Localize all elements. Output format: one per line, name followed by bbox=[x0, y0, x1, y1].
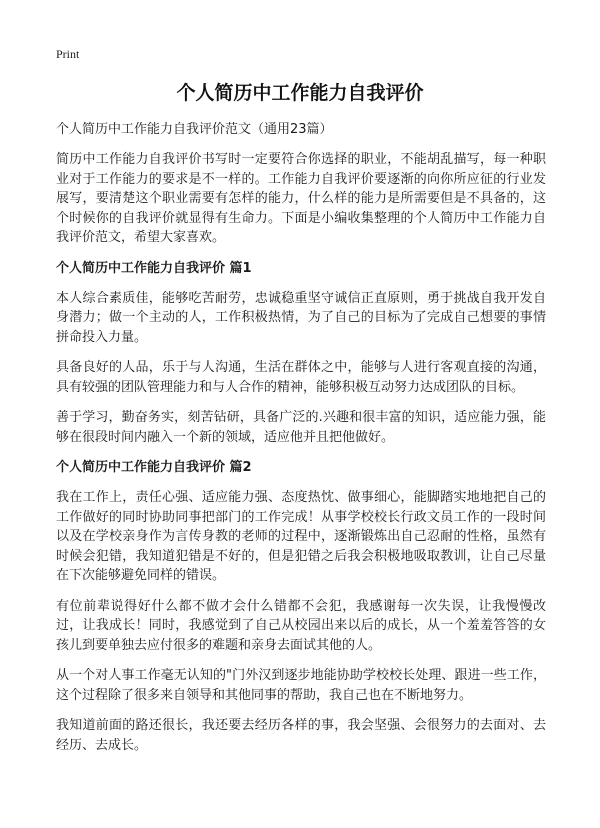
document-body bbox=[56, 120, 546, 766]
print-link[interactable]: Print bbox=[56, 47, 80, 61]
section-paragraph: 我知道前面的路还很长，我还要去经历各样的事，我会坚强、会很努力的去面对、去经历、去成长。 bbox=[56, 718, 546, 753]
section-heading: 个人简历中工作能力自我评价 篇2 bbox=[56, 460, 252, 475]
intro-paragraph: 简历中工作能力自我评价书写时一定要符合你选择的职业，不能胡乱描写，每一种职业对于工作能力的要求是不一样的。工作能力自我评价要逐渐的向你所应征的行业发展写，要清楚这个职业需要有怎样的能力，什么样的能力是所需要但是不具备的，这个时候你的自我评价就显得有生命力。下面是小编收集整理的个人简历中工作能力自我评价范文，希望大家喜欢。 bbox=[56, 152, 546, 245]
section-paragraph: 具备良好的人品，乐于与人沟通，生活在群体之中，能够与人进行客观直接的沟通，具有较强的团队管理能力和与人合作的精神，能够积极互动努力达成团队的目标。 bbox=[56, 360, 546, 395]
section-1 bbox=[56, 259, 546, 448]
section-paragraph: 本人综合素质佳，能够吃苦耐劳，忠诚稳重坚守诚信正直原则，勇于挑战自我开发自身潜力；做一个主动的人，工作积极热情，为了自己的目标为了完成自己想要的事情拼命投入力量。 bbox=[56, 290, 546, 345]
document-title: 个人简历中工作能力自我评价 bbox=[176, 82, 424, 104]
section-2 bbox=[56, 458, 546, 755]
section-paragraph: 从一个对人事工作毫无认知的"门外汉到逐步地能协助学校校长处理、跟进一些工作，这个过程除了很多来自领导和其他同事的帮助，我自己也在不断地努力。 bbox=[56, 668, 546, 703]
section-paragraph: 有位前辈说得好什么都不做才会什么错都不会犯，我感谢每一次失误，让我慢慢改过，让我成长！同时，我感觉到了自己从校园出来以后的成长，从一个羞羞答答的女孩儿到要单独去应付很多的难题和亲身去面试其他的人。 bbox=[56, 598, 546, 653]
section-paragraph: 善于学习，勤奋务实，刻苦钻研，具备广泛的.兴趣和很丰富的知识，适应能力强，能够在很段时间内融入一个新的领域，适应他并且把他做好。 bbox=[56, 410, 546, 445]
section-heading: 个人简历中工作能力自我评价 篇1 bbox=[56, 260, 252, 276]
document-subtitle: 个人简历中工作能力自我评价范文（通用23篇） bbox=[56, 122, 333, 137]
section-paragraph: 我在工作上，责任心强、适应能力强、态度热忱、做事细心，能脚踏实地地把自己的工作做好的同时协助同事把部门的工作完成！从事学校校长行政文员工作的一段时间以及在学校亲身作为言传身教的老师的过程中，逐渐锻炼出自己忍耐的性格，虽然有时候会犯错，我知道犯错是不好的，但是犯错之后我会积极地吸取教训，让自己尽量在下次能够避免同样的错误。 bbox=[56, 490, 546, 583]
